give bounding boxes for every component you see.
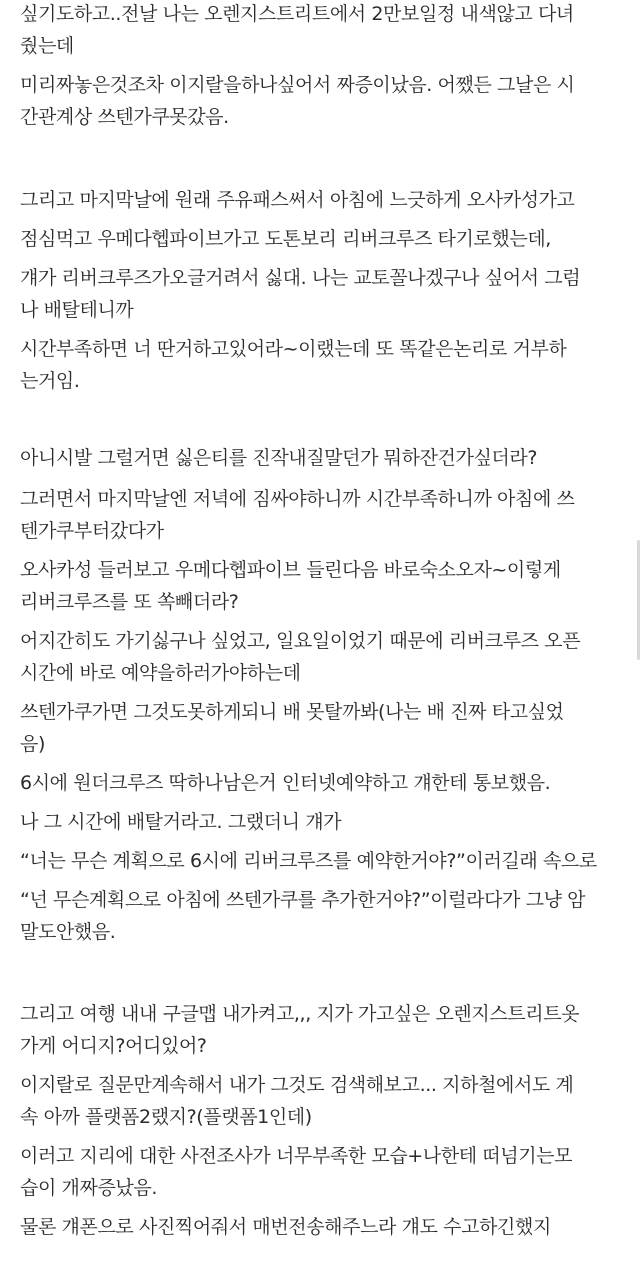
text-line: 아니시발 그럴거면 싫은티를 진작내질말던가 뭐하잔건가싶더라?	[20, 447, 538, 469]
text-line: 어지간히도 가기싫구나 싶었고, 일요일이었기 때문에 리버크루즈 오픈	[20, 630, 581, 652]
text-line: 습이 개짜증났음.	[20, 1177, 157, 1199]
text-line: 시간에 바로 예약을하러가야하는데	[20, 662, 301, 684]
text-line: 그리고 여행 내내 구글맵 내가켜고,,, 지가 가고싶은 오렌지스트리트옷	[20, 1003, 580, 1025]
text-line: 미리짜놓은것조차 이지랄을하나싶어서 짜증이났음. 어쨌든 그날은 시	[20, 74, 575, 96]
text-line: 이러고 지리에 대한 사전조사가 너무부족한 모습+나한테 떠넘기는모	[20, 1145, 573, 1167]
text-line: 간관계상 쓰텐가쿠못갔음.	[20, 106, 229, 128]
text-line: 물론 걔폰으로 사진찍어줘서 매번전송해주느라 걔도 수고하긴했지	[20, 1216, 551, 1238]
text-line: 그러면서 마지막날엔 저녁에 짐싸야하니까 시간부족하니까 아침에 쓰	[20, 488, 575, 510]
text-line: “너는 무슨 계획으로 6시에 리버크루즈를 예약한거야?”이러길래 속으로	[20, 850, 597, 872]
text-line: 음)	[20, 733, 45, 755]
text-line: 걔가 리버크루즈가오글거려서 싫대. 나는 교토꼴나겠구나 싶어서 그럼	[20, 267, 581, 289]
text-line: 는거임.	[20, 370, 80, 392]
text-line: 이지랄로 질문만계속해서 내가 그것도 검색해보고... 지하철에서도 계	[20, 1074, 574, 1096]
text-line: 6시에 원더크루즈 딱하나남은거 인터넷예약하고 걔한테 통보했음.	[20, 772, 551, 794]
text-line: 줬는데	[20, 35, 74, 57]
scrollbar[interactable]	[636, 0, 640, 1280]
text-line: 텐가쿠부터갔다가	[20, 520, 164, 542]
text-line: 나 그 시간에 배탈거라고. 그랬더니 걔가	[20, 811, 342, 833]
text-line: 시간부족하면 너 딴거하고있어라~이랬는데 또 똑같은논리로 거부하	[20, 338, 567, 360]
text-line: 리버크루즈를 또 쏙빼더라?	[20, 591, 239, 613]
text-line: 속 아까 플랫폼2랬지?(플랫폼1인데)	[20, 1106, 312, 1128]
text-line: 쓰텐가쿠가면 그것도못하게되니 배 못탈까봐(나는 배 진짜 타고싶었	[20, 701, 564, 723]
text-line: 나 배탈테니까	[20, 299, 134, 321]
text-line: 그리고 마지막날에 원래 주유패스써서 아침에 느긋하게 오사카성가고	[20, 189, 575, 211]
text-line: “넌 무슨계획으로 아침에 쓰텐가쿠를 추가한거야?”이럴라다가 그냥 암	[20, 889, 586, 911]
text-line: 오사카성 들러보고 우메다헵파이브 들린다음 바로숙소오자~이렇게	[20, 559, 561, 581]
text-line: 싶기도하고..전날 나는 오렌지스트리트에서 2만보일정 내색않고 다녀	[20, 3, 574, 25]
text-line: 가게 어디지?어디있어?	[20, 1035, 207, 1057]
text-line: 말도안했음.	[20, 921, 116, 943]
text-line: 점심먹고 우메다헵파이브가고 도톤보리 리버크루즈 타기로했는데,	[20, 228, 551, 250]
